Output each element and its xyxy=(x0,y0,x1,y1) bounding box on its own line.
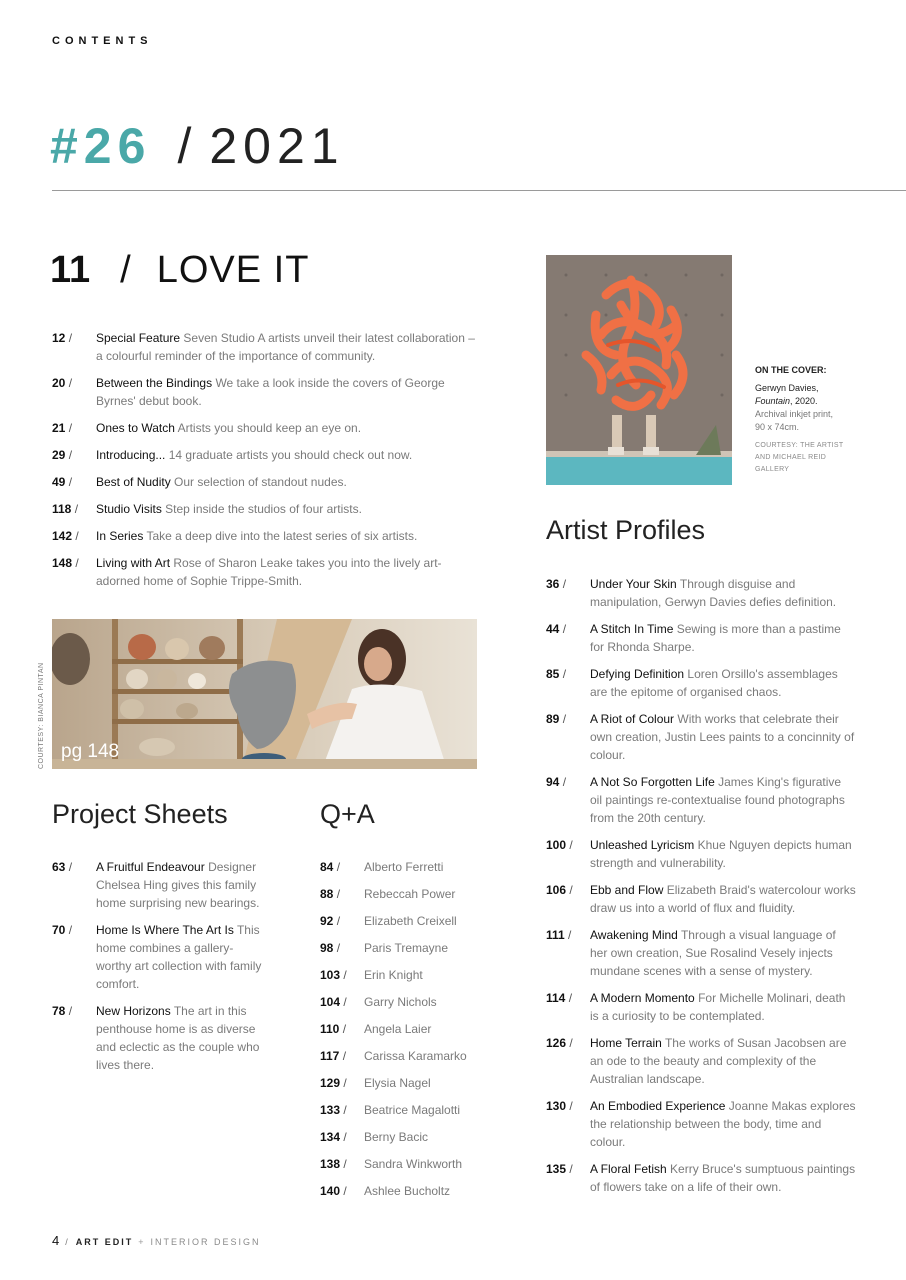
toc-entry xyxy=(52,921,262,993)
entry-description: 14 graduate artists you should check out now. xyxy=(168,448,413,462)
footer-subtitle: INTERIOR DESIGN xyxy=(150,1237,261,1247)
entry-page-number xyxy=(546,665,566,683)
entry-page-value: 140 xyxy=(320,1184,341,1198)
entry-page-value: 98 xyxy=(320,941,334,955)
entry-slash: / xyxy=(343,1130,347,1144)
entry-slash: / xyxy=(562,622,567,636)
entry-description: Sewing is more than a pastime for Rhonda Sharpe. xyxy=(590,622,841,654)
entry-heading: A Riot of Colour xyxy=(590,712,675,726)
entry-slash: / xyxy=(75,529,79,543)
footer-separator: / xyxy=(65,1237,70,1247)
header-divider xyxy=(52,190,906,191)
entry-name: Beatrice Magalotti xyxy=(364,1103,461,1117)
entry-page-number xyxy=(52,921,72,939)
entry-slash: / xyxy=(562,577,567,591)
entry-page-value: 126 xyxy=(546,1036,567,1050)
entry-slash: / xyxy=(75,556,79,570)
entry-heading: Unleashed Lyricism xyxy=(590,838,695,852)
entry-slash: / xyxy=(568,991,573,1005)
issue-year: 2021 xyxy=(209,118,345,174)
entry-heading: A Floral Fetish xyxy=(590,1162,667,1176)
entry-name: Angela Laier xyxy=(364,1022,432,1036)
entry-name: Garry Nichols xyxy=(364,995,437,1009)
entry-page-value: 12 xyxy=(52,331,66,345)
entry-description: Joanne Makas explores the relationship between the body, time and colour. xyxy=(590,1099,856,1149)
entry-name: Carissa Karamarko xyxy=(364,1049,467,1063)
entry-slash: / xyxy=(569,883,573,897)
entry-slash: / xyxy=(343,1157,347,1171)
entry-heading: A Modern Momento xyxy=(590,991,695,1005)
entry-page-number xyxy=(52,446,72,464)
project-sheets-list xyxy=(52,858,262,1083)
toc-entry xyxy=(546,1034,856,1088)
entry-slash: / xyxy=(342,1022,347,1036)
entry-heading: Introducing... xyxy=(96,448,166,462)
entry-heading: A Not So Forgotten Life xyxy=(590,775,715,789)
entry-page-value: 49 xyxy=(52,475,66,489)
entry-page-number xyxy=(52,374,72,392)
toc-entry xyxy=(546,926,856,980)
entry-description: We take a look inside the covers of George Byrnes' debut book. xyxy=(96,376,445,408)
entry-page-number xyxy=(52,419,72,437)
entry-page-number xyxy=(320,993,347,1011)
entry-slash: / xyxy=(569,1036,573,1050)
entry-page-value: 88 xyxy=(320,887,334,901)
love-it-heading xyxy=(50,248,309,292)
entry-slash: / xyxy=(68,1004,73,1018)
entry-name: Ashlee Bucholtz xyxy=(364,1184,451,1198)
cover-label: ON THE COVER: xyxy=(755,365,827,375)
issue-number: #26 xyxy=(50,118,152,174)
entry-heading: New Horizons xyxy=(96,1004,171,1018)
entry-description: Artists you should keep an eye on. xyxy=(177,421,362,435)
cover-credit: COURTESY: THE ARTIST AND MICHAEL REID GALLERY xyxy=(755,442,844,473)
toc-entry xyxy=(52,527,484,545)
toc-entry xyxy=(320,1020,510,1038)
entry-page-value: 133 xyxy=(320,1103,341,1117)
entry-slash: / xyxy=(68,421,73,435)
entry-page-number xyxy=(52,329,72,347)
entry-page-number xyxy=(546,620,566,638)
entry-description: This home combines a gallery-worthy art collection with family comfort. xyxy=(96,923,262,991)
toc-entry xyxy=(52,473,484,491)
entry-slash: / xyxy=(68,923,73,937)
toc-entry xyxy=(52,858,262,912)
entry-page-number xyxy=(52,500,78,518)
entry-page-value: 78 xyxy=(52,1004,66,1018)
entry-name: Erin Knight xyxy=(364,968,423,982)
entry-heading: Ones to Watch xyxy=(96,421,175,435)
entry-heading: Best of Nudity xyxy=(96,475,171,489)
footer-brand: ART EDIT xyxy=(75,1237,134,1247)
entry-page-value: 148 xyxy=(52,556,73,570)
footer-page-number: 4 xyxy=(52,1233,60,1248)
entry-description: Take a deep dive into the latest series of six artists. xyxy=(146,529,418,543)
entry-page-value: 36 xyxy=(546,577,560,591)
love-it-separator: / xyxy=(120,249,131,291)
entry-slash: / xyxy=(569,1099,573,1113)
toc-entry xyxy=(320,1101,510,1119)
entry-slash: / xyxy=(343,1076,347,1090)
entry-description: For Michelle Molinari, death is a curiosity to be contemplated. xyxy=(590,991,846,1023)
entry-page-value: 106 xyxy=(546,883,567,897)
toc-entry xyxy=(52,500,484,518)
entry-page-number xyxy=(546,1097,573,1115)
entry-page-number xyxy=(546,773,566,791)
cover-medium: Archival inkjet print, 90 x 74cm. xyxy=(755,409,834,432)
toc-entry xyxy=(320,966,510,984)
toc-entry xyxy=(52,1002,262,1074)
project-sheets-title: Project Sheets xyxy=(52,799,228,829)
entry-name: Elizabeth Creixell xyxy=(364,914,457,928)
entry-description: With works that celebrate their own creation, Justin Lees paints to a concinnity of colour. xyxy=(590,712,855,762)
entry-description: Designer Chelsea Hing gives this family home surprising new bearings. xyxy=(96,860,260,910)
entry-page-number xyxy=(320,1155,347,1173)
entry-page-number xyxy=(546,881,573,899)
entry-page-value: 111 xyxy=(546,928,565,942)
entry-slash: / xyxy=(68,331,73,345)
entry-page-value: 134 xyxy=(320,1130,341,1144)
issue-separator: / xyxy=(177,118,192,174)
entry-slash: / xyxy=(343,995,347,1009)
entry-page-number xyxy=(320,858,340,876)
entry-description: Through disguise and manipulation, Gerwyn Davies defies definition. xyxy=(590,577,837,609)
toc-entry xyxy=(546,989,856,1025)
entry-name: Elysia Nagel xyxy=(364,1076,431,1090)
love-it-page: 11 xyxy=(50,249,91,291)
entry-page-number xyxy=(546,710,566,728)
entry-heading: Special Feature xyxy=(96,331,181,345)
entry-slash: / xyxy=(68,376,73,390)
entry-heading: In Series xyxy=(96,529,144,543)
entry-slash: / xyxy=(336,914,341,928)
entry-slash: / xyxy=(68,475,73,489)
entry-page-number xyxy=(52,473,72,491)
entry-name: Berny Bacic xyxy=(364,1130,429,1144)
entry-page-number xyxy=(546,575,566,593)
entry-page-value: 89 xyxy=(546,712,560,726)
entry-slash: / xyxy=(68,860,73,874)
entry-description: Loren Orsillo's assemblages are the epitome of organised chaos. xyxy=(590,667,838,699)
entry-page-value: 117 xyxy=(320,1049,340,1063)
entry-slash: / xyxy=(68,448,73,462)
cover-caption xyxy=(755,364,845,434)
toc-entry xyxy=(320,912,510,930)
entry-page-number xyxy=(52,1002,72,1020)
entry-slash: / xyxy=(562,712,567,726)
entry-heading: Studio Visits xyxy=(96,502,162,516)
entry-heading: Living with Art xyxy=(96,556,171,570)
entry-heading: Between the Bindings xyxy=(96,376,213,390)
entry-heading: Awakening Mind xyxy=(590,928,678,942)
entry-slash: / xyxy=(336,887,341,901)
entry-slash: / xyxy=(343,1184,347,1198)
artist-profiles-list xyxy=(546,575,856,1205)
toc-entry xyxy=(546,773,856,827)
entry-slash: / xyxy=(74,502,79,516)
cover-year: , 2020. xyxy=(790,396,818,406)
toc-entry xyxy=(320,885,510,903)
toc-entry xyxy=(546,1160,856,1196)
entry-slash: / xyxy=(336,860,341,874)
entry-description: James King's figurative oil paintings re-contextualise found photographs from the 20th century. xyxy=(590,775,845,825)
entry-slash: / xyxy=(342,1049,347,1063)
page-footer xyxy=(52,1233,261,1248)
entry-slash: / xyxy=(569,1162,573,1176)
entry-page-number xyxy=(52,527,79,545)
qa-list xyxy=(320,858,510,1209)
toc-entry xyxy=(320,939,510,957)
entry-page-value: 21 xyxy=(52,421,66,435)
toc-entry xyxy=(320,1182,510,1200)
entry-page-number xyxy=(320,1101,347,1119)
entry-page-value: 44 xyxy=(546,622,560,636)
pottery-photo-credit: COURTESY: BIANCA PINTAN xyxy=(38,662,45,769)
entry-page-number xyxy=(320,1182,347,1200)
cover-photo xyxy=(546,255,732,485)
entry-page-value: 63 xyxy=(52,860,66,874)
entry-heading: An Embodied Experience xyxy=(590,1099,726,1113)
entry-page-value: 135 xyxy=(546,1162,567,1176)
entry-page-value: 84 xyxy=(320,860,334,874)
entry-page-value: 130 xyxy=(546,1099,567,1113)
entry-page-number xyxy=(320,939,340,957)
entry-slash: / xyxy=(569,838,573,852)
entry-page-value: 142 xyxy=(52,529,73,543)
entry-slash: / xyxy=(336,941,341,955)
toc-entry xyxy=(546,665,856,701)
entry-page-value: 103 xyxy=(320,968,341,982)
toc-entry xyxy=(320,858,510,876)
entry-page-number xyxy=(52,554,79,572)
entry-name: Paris Tremayne xyxy=(364,941,449,955)
love-it-title: LOVE IT xyxy=(156,249,310,291)
entry-page-number xyxy=(320,1020,346,1038)
entry-slash: / xyxy=(568,928,572,942)
entry-page-number xyxy=(320,1074,347,1092)
issue-heading xyxy=(50,116,345,176)
toc-entry xyxy=(320,1074,510,1092)
entry-description: Our selection of standout nudes. xyxy=(174,475,347,489)
entry-page-value: 114 xyxy=(546,991,566,1005)
toc-entry xyxy=(52,374,484,410)
entry-page-value: 138 xyxy=(320,1157,341,1171)
entry-page-number xyxy=(546,836,573,854)
entry-page-number xyxy=(546,989,572,1007)
entry-name: Rebeccah Power xyxy=(364,887,456,901)
entry-heading: Home Is Where The Art Is xyxy=(96,923,234,937)
toc-entry xyxy=(546,575,856,611)
entry-page-number xyxy=(320,1128,347,1146)
artist-profiles-title: Artist Profiles xyxy=(546,515,706,545)
entry-page-number xyxy=(546,1034,573,1052)
entry-description: The art in this penthouse home is as diverse and eclectic as the couple who lives there. xyxy=(96,1004,260,1072)
entry-page-number xyxy=(320,966,347,984)
entry-page-value: 104 xyxy=(320,995,341,1009)
entry-heading: A Stitch In Time xyxy=(590,622,674,636)
entry-name: Alberto Ferretti xyxy=(364,860,444,874)
contents-label: CONTENTS xyxy=(52,35,153,47)
entry-page-value: 129 xyxy=(320,1076,341,1090)
entry-slash: / xyxy=(343,1103,347,1117)
entry-description: Rose of Sharon Leake takes you into the lively art-adorned home of Sophie Trippe-Smith. xyxy=(96,556,442,588)
toc-entry xyxy=(546,836,856,872)
toc-entry xyxy=(52,446,484,464)
entry-heading: Defying Definition xyxy=(590,667,685,681)
entry-page-number xyxy=(52,858,72,876)
entry-description: Kerry Bruce's sumptuous paintings of flowers take on a life of their own. xyxy=(590,1162,856,1194)
entry-slash: / xyxy=(562,775,567,789)
entry-page-number xyxy=(320,885,340,903)
entry-page-number xyxy=(546,1160,573,1178)
entry-page-number xyxy=(320,1047,346,1065)
entry-page-value: 110 xyxy=(320,1022,340,1036)
toc-entry xyxy=(546,881,856,917)
toc-entry xyxy=(320,1128,510,1146)
entry-heading: A Fruitful Endeavour xyxy=(96,860,205,874)
qa-title: Q+A xyxy=(320,799,375,829)
entry-page-number xyxy=(320,912,340,930)
toc-entry xyxy=(52,329,484,365)
entry-slash: / xyxy=(343,968,347,982)
entry-page-value: 100 xyxy=(546,838,567,852)
entry-heading: Under Your Skin xyxy=(590,577,677,591)
pottery-photo-caption: pg 148 xyxy=(61,741,120,762)
entry-page-value: 29 xyxy=(52,448,66,462)
entry-description: Through a visual language of her own creation, Sue Rosalind Vesely injects mundane scenes with a sense of mystery. xyxy=(590,928,836,978)
cover-artist: Gerwyn Davies, xyxy=(755,383,819,393)
entry-page-value: 92 xyxy=(320,914,334,928)
entry-heading: Ebb and Flow xyxy=(590,883,664,897)
entry-page-value: 94 xyxy=(546,775,560,789)
cover-work-title: Fountain xyxy=(755,396,791,406)
entry-description: Step inside the studios of four artists. xyxy=(165,502,362,516)
entry-heading: Home Terrain xyxy=(590,1036,662,1050)
toc-entry xyxy=(52,554,484,590)
toc-entry xyxy=(52,419,484,437)
entry-slash: / xyxy=(562,667,567,681)
toc-entry xyxy=(546,620,856,656)
toc-entry xyxy=(320,993,510,1011)
entry-description: Khue Nguyen depicts human strength and vulnerability. xyxy=(590,838,852,870)
entry-page-value: 70 xyxy=(52,923,66,937)
toc-entry xyxy=(546,710,856,764)
entry-page-value: 85 xyxy=(546,667,560,681)
entry-description: Seven Studio A artists unveil their latest collaboration – a colourful reminder of the importance of community. xyxy=(96,331,475,363)
toc-entry xyxy=(546,1097,856,1151)
entry-page-number xyxy=(546,926,571,944)
toc-entry xyxy=(320,1155,510,1173)
entry-page-value: 20 xyxy=(52,376,66,390)
entry-page-value: 118 xyxy=(52,502,72,516)
footer-plus: + xyxy=(138,1237,146,1247)
love-it-list xyxy=(52,329,484,599)
entry-description: Elizabeth Braid's watercolour works draw us into a world of flux and fluidity. xyxy=(590,883,856,915)
toc-entry xyxy=(320,1047,510,1065)
cover-photo-illustration xyxy=(546,255,732,485)
entry-name: Sandra Winkworth xyxy=(364,1157,463,1171)
entry-description: The works of Susan Jacobsen are an ode to the beauty and complexity of the Australian landscape. xyxy=(590,1036,847,1086)
